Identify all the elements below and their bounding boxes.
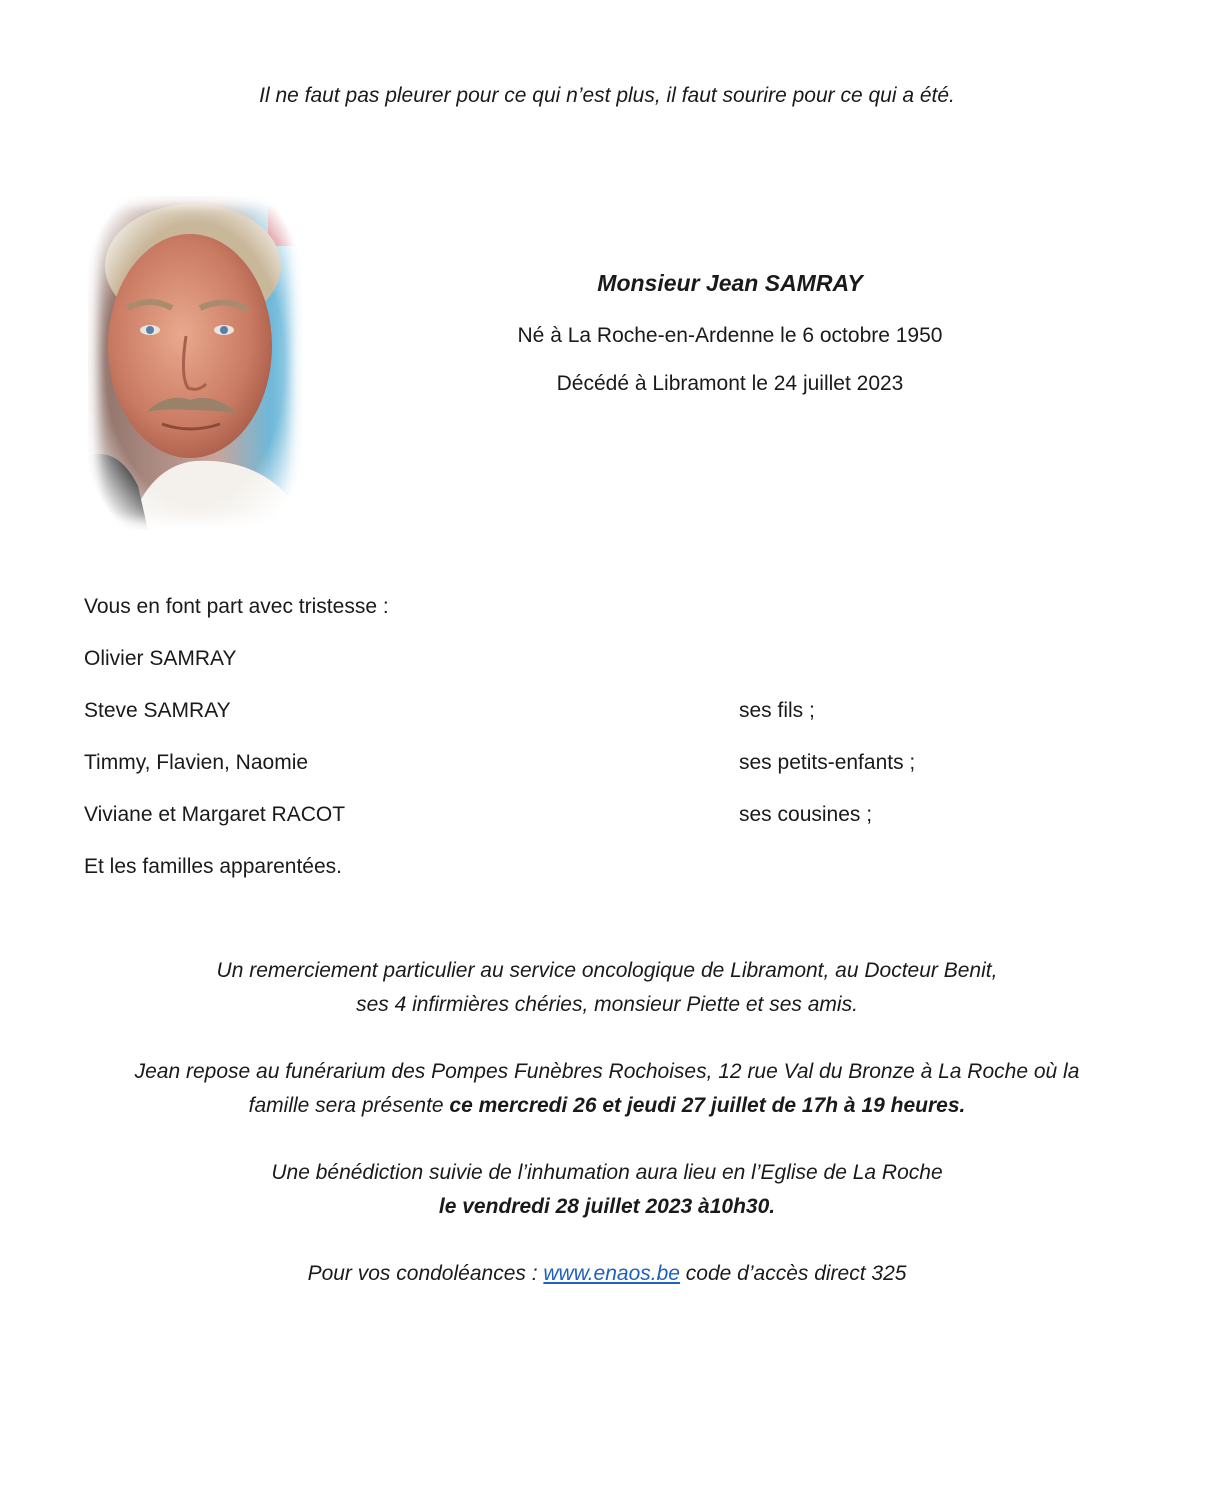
epitaph-quote: Il ne faut pas pleurer pour ce qui n’est plus, il faut sourire pour ce qui a été. xyxy=(259,84,955,107)
condolences-link[interactable]: www.enaos.be xyxy=(543,1262,680,1285)
deceased-name: Monsieur Jean SAMRAY xyxy=(597,270,863,296)
family-intro xyxy=(84,592,1134,644)
family-member-row xyxy=(84,696,1134,748)
family-member-row xyxy=(84,748,1134,800)
family-member-name: Timmy, Flavien, Naomie xyxy=(84,751,309,774)
family-intro-text: Vous en font part avec tristesse : xyxy=(84,595,389,618)
death-info: Décédé à Libramont le 24 juillet 2023 xyxy=(556,372,904,395)
condolences-suffix: code d’accès direct 325 xyxy=(679,1262,907,1285)
ceremony-paragraph xyxy=(60,1156,1154,1224)
birth-info: Né à La Roche-en-Ardenne le 6 octobre 1950 xyxy=(517,324,943,347)
condolences-paragraph xyxy=(60,1257,1154,1291)
deceased-identity xyxy=(430,270,1030,396)
family-member-relation: ses petits-enfants ; xyxy=(739,751,916,774)
condolences-prefix: Pour vos condoléances : xyxy=(307,1262,544,1285)
thanks-line-1: Un remerciement particulier au service oncologique de Libramont, au Docteur Benit, xyxy=(216,959,998,982)
visitation-paragraph xyxy=(60,1055,1154,1123)
thanks-paragraph xyxy=(60,954,1154,1022)
family-closing xyxy=(84,852,1134,904)
visitation-dates: ce mercredi 26 et jeudi 27 juillet de 17h à 19 heures. xyxy=(449,1094,966,1117)
family-member-row xyxy=(84,644,1134,696)
ceremony-date: le vendredi 28 juillet 2023 à10h30. xyxy=(438,1195,776,1218)
family-closing-text: Et les familles apparentées. xyxy=(84,855,342,878)
thanks-line-2: ses 4 infirmières chéries, monsieur Piette et ses amis. xyxy=(356,993,858,1016)
visitation-line-1: Jean repose au funérarium des Pompes Funèbres Rochoises, 12 rue Val du Bronze à La Roche où la xyxy=(134,1060,1080,1083)
ceremony-line-1: Une bénédiction suivie de l’inhumation aura lieu en l’Eglise de La Roche xyxy=(271,1161,943,1184)
family-member-name: Viviane et Margaret RACOT xyxy=(84,803,346,826)
family-member-relation: ses cousines ; xyxy=(739,803,873,826)
family-member-name: Steve SAMRAY xyxy=(84,699,231,722)
family-announcement xyxy=(84,592,1134,904)
family-member-relation: ses fils ; xyxy=(739,699,815,722)
portrait-photo xyxy=(88,196,302,530)
family-member-row xyxy=(84,800,1134,852)
funeral-notices xyxy=(60,954,1154,1324)
family-member-name: Olivier SAMRAY xyxy=(84,647,237,670)
visitation-line-2: famille sera présente xyxy=(248,1094,450,1117)
